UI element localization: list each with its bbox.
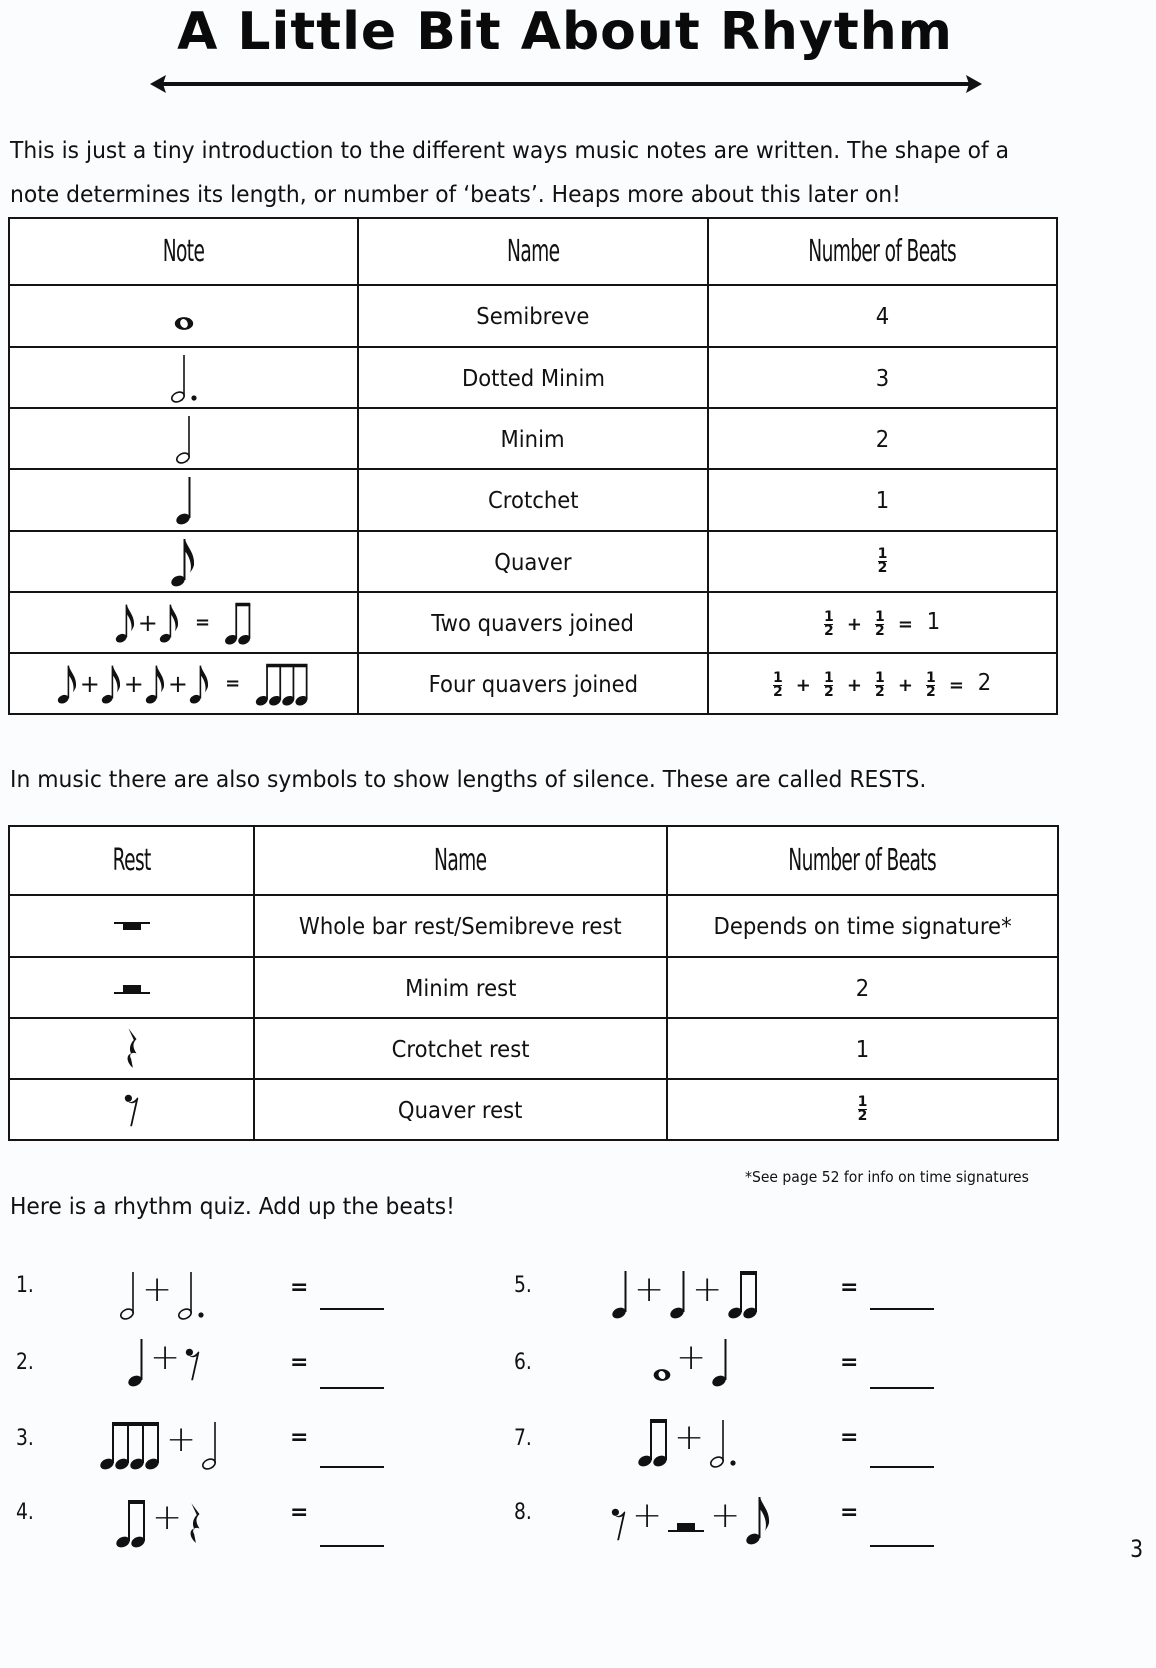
note-beats: 3 (875, 363, 890, 392)
table-row: + + + = Four quavers joined $\frac{1}{2}$ + $\frac{1}{2}$ + $\frac{1}{2}$ + $\frac{1}{2}$ = 2 (9, 653, 1057, 714)
dotted-minim-icon (708, 1418, 738, 1468)
table-row (9, 895, 1058, 957)
notes-table-header (9, 218, 1057, 285)
quiz-expression-5: + + (610, 1250, 760, 1320)
quaver-icon (744, 1494, 774, 1546)
four-quavers-joined-icon (98, 1420, 162, 1470)
double-arrow-divider (150, 74, 982, 94)
answer-blank-6[interactable] (870, 1387, 934, 1389)
note-beats (708, 531, 1057, 592)
answer-blank-3[interactable] (320, 1466, 384, 1468)
note-name: Minim (500, 424, 566, 453)
header-beats: Number of Beats (708, 218, 1057, 285)
quiz-number: 7. (514, 1426, 532, 1451)
table-row (9, 285, 1057, 347)
answer-blank-4[interactable] (320, 1545, 384, 1547)
header-rest: Rest (9, 826, 254, 895)
rest-name: Minim rest (404, 973, 517, 1002)
quiz-expression-6: + (652, 1318, 730, 1388)
header-note: Note (9, 218, 358, 285)
page-number: 3 (1129, 1535, 1143, 1563)
answer-blank-2[interactable] (320, 1387, 384, 1389)
rest-name: Quaver rest (398, 1095, 523, 1124)
two-quavers-joined-icon (114, 1498, 148, 1548)
crotchet-icon (126, 1336, 146, 1388)
table-row: + = Two quavers joined $\frac{1}{2}$ + $\frac{1}{2}$ = 1 (9, 592, 1057, 653)
note-beats: 2 (875, 424, 890, 453)
rest-name: Crotchet rest (391, 1034, 530, 1063)
quaver-rest-icon (123, 1092, 141, 1128)
quiz-expression-4: + (114, 1478, 204, 1548)
quiz-number: 5. (514, 1273, 532, 1298)
note-beats: 1 (875, 486, 890, 514)
quiz-number: 2. (16, 1350, 34, 1375)
note-beats: 4 (875, 302, 890, 330)
rest-beats: 2 (855, 973, 870, 1002)
quiz-intro: Here is a rhythm quiz. Add up the beats! (10, 1192, 455, 1220)
rest-beats: $\frac{1}{2}$ (667, 1079, 1058, 1140)
quaver-icon (158, 602, 182, 644)
quaver-rest-icon (184, 1346, 202, 1382)
quiz-expression-2: + (126, 1318, 202, 1388)
whole-bar-rest-icon (112, 920, 152, 934)
notes-table (8, 217, 1058, 715)
table-row (9, 1018, 1058, 1079)
quaver-icon (169, 537, 199, 587)
header-name: Name (254, 826, 667, 895)
table-row (9, 408, 1057, 469)
table-row (9, 1079, 1058, 1140)
note-name: Dotted Minim (461, 363, 605, 392)
quiz-expression-7: + (636, 1398, 738, 1468)
quiz-expression-3: + (98, 1400, 220, 1470)
intro-paragraph: This is just a tiny introduction to the different ways music notes are written. The shape of a note determines its length, or number of ‘beats’. Heaps more about this later on! (10, 136, 1010, 208)
quiz-number: 1. (16, 1273, 34, 1298)
two-quavers-joined-icon (636, 1416, 670, 1468)
quaver-icon (188, 663, 212, 705)
note-beats: $\frac{1}{2}$ + $\frac{1}{2}$ = 1 (708, 592, 1057, 653)
crotchet-icon (668, 1268, 688, 1320)
semibreve-icon (652, 1368, 672, 1382)
quaver-icon (144, 663, 168, 705)
note-name: Crotchet (487, 486, 579, 514)
quiz-number: 8. (514, 1500, 532, 1525)
minim-icon (118, 1270, 138, 1320)
dotted-minim-icon (169, 353, 199, 403)
rests-table-header (9, 826, 1058, 895)
crotchet-rest-icon (123, 1025, 141, 1073)
time-signature-footnote: *See page 52 for info on time signatures (745, 1168, 1029, 1186)
semibreve-icon (173, 316, 195, 331)
quiz-number: 4. (16, 1500, 34, 1525)
header-beats: Number of Beats (667, 826, 1058, 895)
table-row (9, 347, 1057, 408)
quiz-number: 6. (514, 1350, 532, 1375)
table-row (9, 469, 1057, 531)
header-name: Name (358, 218, 708, 285)
note-name: Four quavers joined (428, 669, 638, 698)
rests-table (8, 825, 1059, 1141)
page-title: A Little Bit About Rhythm (177, 2, 953, 62)
two-quavers-joined-icon (726, 1268, 760, 1320)
four-quavers-joined-icon (253, 662, 311, 706)
answer-blank-8[interactable] (870, 1545, 934, 1547)
minim-rest-icon (666, 1520, 706, 1534)
note-name: Semibreve (476, 302, 590, 330)
answer-blank-7[interactable] (870, 1466, 934, 1468)
fraction-half: $\frac{1}{2}$ (877, 546, 888, 576)
table-row (9, 531, 1057, 592)
minim-icon (174, 414, 194, 464)
minim-rest-icon (112, 982, 152, 996)
crotchet-icon (174, 474, 194, 526)
note-name: Quaver (494, 547, 572, 576)
two-quavers-joined-icon (223, 601, 253, 645)
quiz-number: 3. (16, 1426, 34, 1451)
crotchet-rest-icon (186, 1500, 204, 1548)
quaver-icon (56, 663, 80, 705)
answer-blank-1[interactable] (320, 1308, 384, 1310)
dotted-minim-icon (176, 1270, 206, 1320)
quaver-rest-icon (610, 1506, 628, 1542)
quiz-expression-8: + + (610, 1476, 774, 1546)
note-beats: $\frac{1}{2}$ + $\frac{1}{2}$ + $\frac{1}{2}$ + $\frac{1}{2}$ = 2 (708, 653, 1057, 714)
minim-icon (200, 1420, 220, 1470)
crotchet-icon (710, 1336, 730, 1388)
answer-blank-5[interactable] (870, 1308, 934, 1310)
quaver-icon (100, 663, 124, 705)
table-row (9, 957, 1058, 1018)
crotchet-icon (610, 1268, 630, 1320)
quaver-icon (114, 602, 138, 644)
rest-name: Whole bar rest/Semibreve rest (299, 912, 622, 940)
rests-intro-paragraph: In music there are also symbols to show lengths of silence. These are called RESTS. (10, 765, 927, 793)
rest-beats: 1 (855, 1034, 870, 1063)
quiz-expression-1: + (118, 1250, 206, 1320)
rest-beats: Depends on time signature* (713, 912, 1012, 940)
note-name: Two quavers joined (431, 608, 635, 637)
